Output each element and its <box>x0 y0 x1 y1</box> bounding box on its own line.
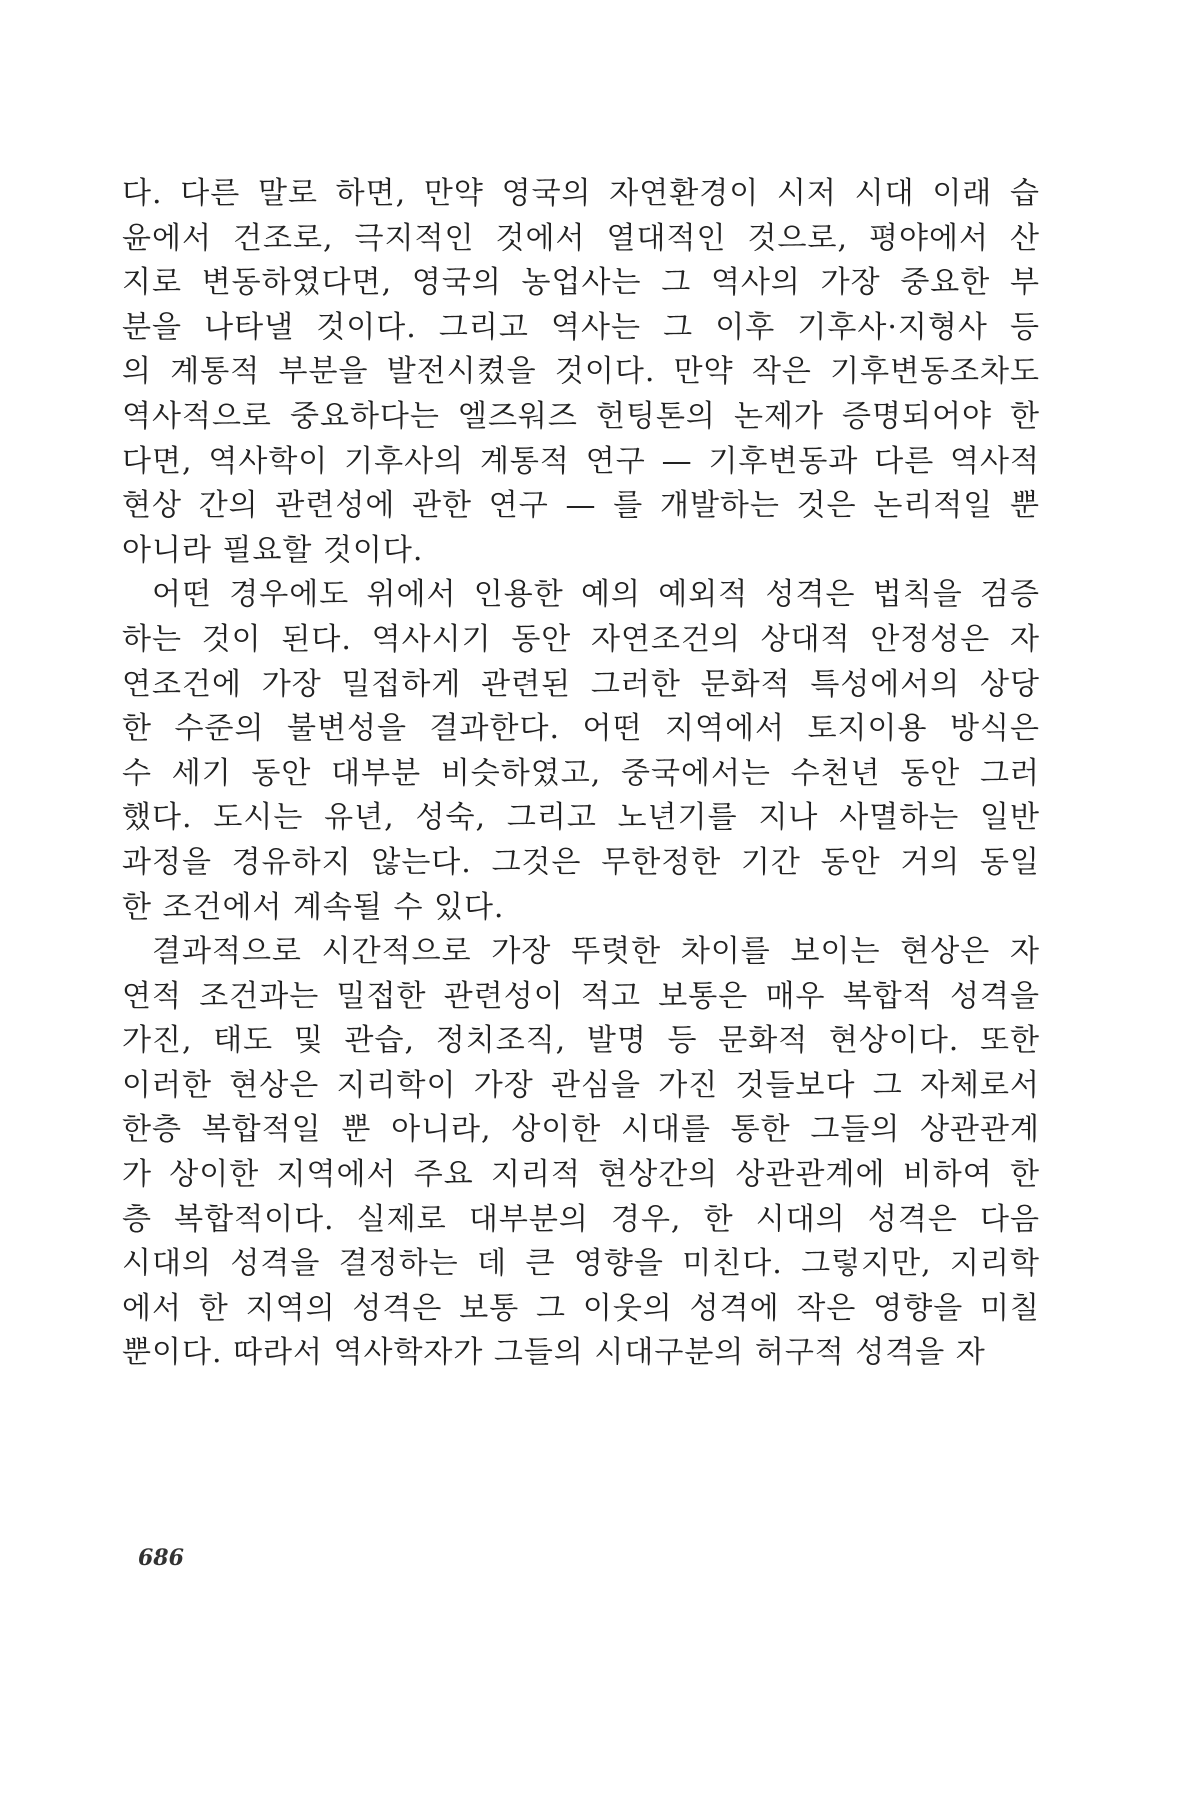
body-text <box>122 172 1040 1376</box>
text-line: 지로 변동하였다면, 영국의 농업사는 그 역사의 가장 중요한 부 <box>122 265 1040 301</box>
text-line: 가진, 태도 및 관습, 정치조직, 발명 등 문화적 현상이다. 또한 <box>122 1023 1040 1059</box>
text-line: 다. 다른 말로 하면, 만약 영국의 자연환경이 시저 시대 이래 습 <box>122 176 1040 211</box>
text-line: 아니라 필요할 것이다. <box>122 532 424 568</box>
text-line: 과정을 경유하지 않는다. 그것은 무한정한 기간 동안 거의 동일 <box>122 844 1040 880</box>
paragraph-start-line: 어떤 경우에도 위에서 인용한 예의 예외적 성격은 법칙을 검증 <box>152 577 1040 613</box>
paragraph-start-line: 결과적으로 시간적으로 가장 뚜렷한 차이를 보이는 현상은 자 <box>152 934 1040 970</box>
text-line: 이러한 현상은 지리학이 가장 관심을 가진 것들보다 그 자체로서 <box>122 1067 1040 1103</box>
text-line: 한 수준의 불변성을 결과한다. 어떤 지역에서 토지이용 방식은 <box>122 711 1040 747</box>
text-line: 한층 복합적일 뿐 아니라, 상이한 시대를 통한 그들의 상관관계 <box>122 1112 1040 1148</box>
text-line: 연적 조건과는 밀접한 관련성이 적고 보통은 매우 복합적 성격을 <box>122 978 1040 1014</box>
text-line: 연조건에 가장 밀접하게 관련된 그러한 문화적 특성에서의 상당 <box>122 666 1040 702</box>
text-line: 에서 한 지역의 성격은 보통 그 이웃의 성격에 작은 영향을 미칠 <box>122 1290 1040 1326</box>
text-line: 분을 나타낼 것이다. 그리고 역사는 그 이후 기후사·지형사 등 <box>122 309 1040 345</box>
text-line: 의 계통적 부분을 발전시켰을 것이다. 만약 작은 기후변동조차도 <box>122 354 1040 390</box>
text-line: 현상 간의 관련성에 관한 연구 — 를 개발하는 것은 논리적일 뿐 <box>122 488 1040 524</box>
text-line: 다면, 역사학이 기후사의 계통적 연구 — 기후변동과 다른 역사적 <box>122 443 1040 479</box>
text-line: 역사적으로 중요하다는 엘즈워즈 헌팅톤의 논제가 증명되어야 한 <box>122 398 1040 434</box>
text-line: 했다. 도시는 유년, 성숙, 그리고 노년기를 지나 사멸하는 일반 <box>122 800 1040 836</box>
text-line: 수 세기 동안 대부분 비슷하였고, 중국에서는 수천년 동안 그러 <box>122 755 1040 791</box>
text-line: 뿐이다. 따라서 역사학자가 그들의 시대구분의 허구적 성격을 자 <box>122 1335 986 1371</box>
text-line: 층 복합적이다. 실제로 대부분의 경우, 한 시대의 성격은 다음 <box>122 1201 1040 1237</box>
page-number: 686 <box>138 1545 184 1571</box>
text-line: 가 상이한 지역에서 주요 지리적 현상간의 상관관계에 비하여 한 <box>122 1157 1040 1193</box>
text-line: 윤에서 건조로, 극지적인 것에서 열대적인 것으로, 평야에서 산 <box>122 220 1040 256</box>
text-line: 한 조건에서 계속될 수 있다. <box>122 889 505 925</box>
text-line: 시대의 성격을 결정하는 데 큰 영향을 미친다. 그렇지만, 지리학 <box>122 1246 1040 1282</box>
text-line: 하는 것이 된다. 역사시기 동안 자연조건의 상대적 안정성은 자 <box>122 621 1040 657</box>
